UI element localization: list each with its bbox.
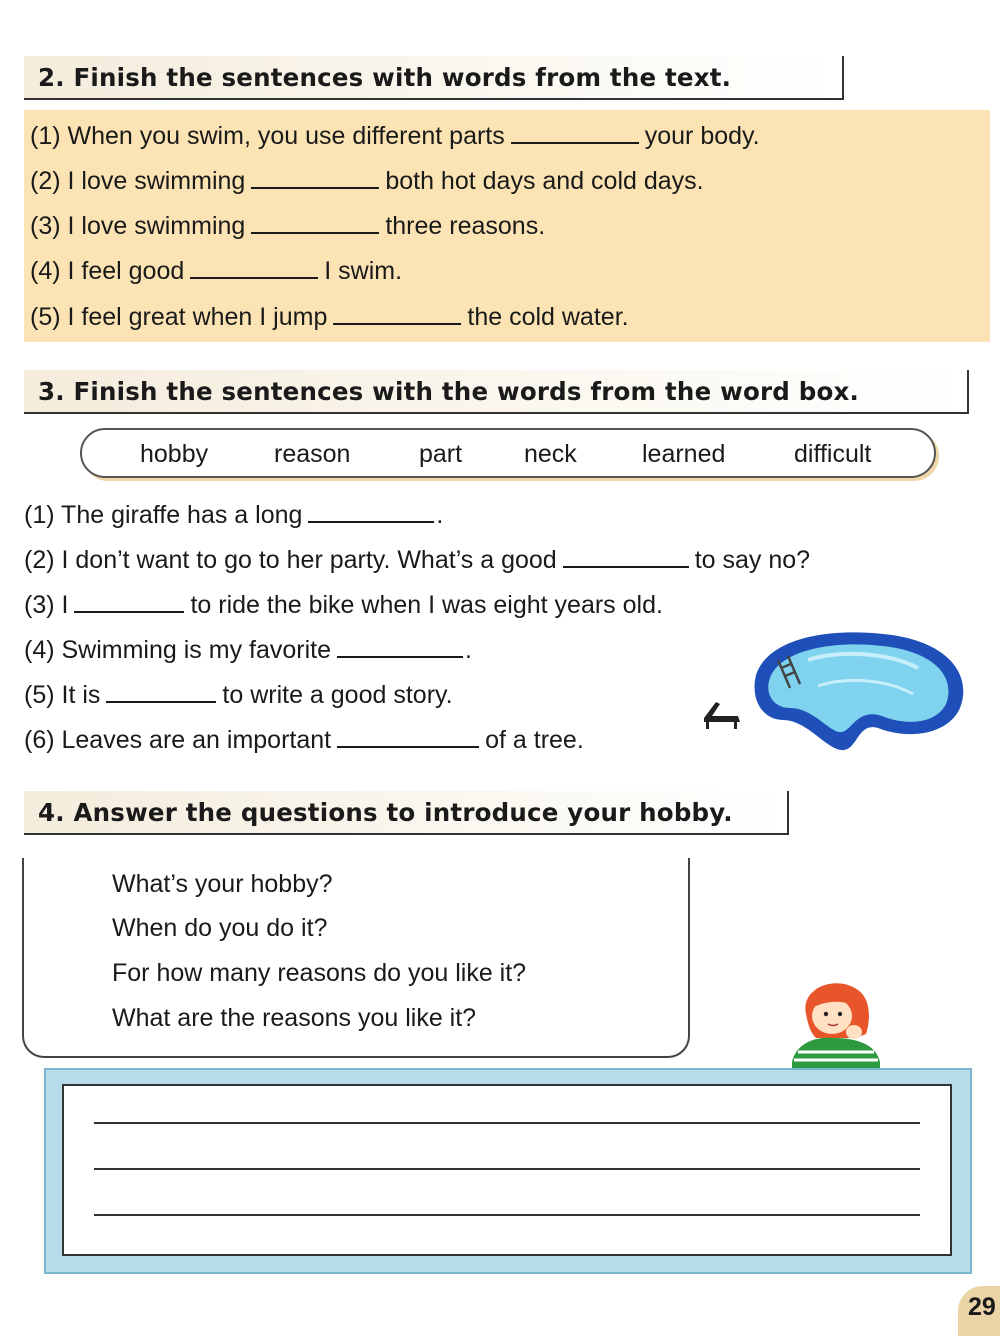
item-text: (4) Swimming is my favorite [24,636,331,664]
item-text: . [436,501,444,529]
item-text: (3) I [24,591,69,619]
girl-eye [824,1012,828,1016]
item-text: I swim. [324,257,403,285]
item-text: to ride the bike when I was eight years old. [190,591,663,619]
section-3-header [24,370,969,414]
section-3-item-1 [24,499,443,530]
page-number: 29 [968,1293,996,1321]
question-1: What’s your hobby? [112,870,333,898]
item-text: (1) When you swim, you use different parts [30,122,505,150]
answer-blank[interactable] [106,679,216,703]
answer-blank[interactable] [251,210,379,234]
answer-blank[interactable] [563,544,689,568]
item-text: (3) I love swimming [30,212,246,240]
word-box-word: hobby [140,440,209,468]
answer-blank[interactable] [308,499,434,523]
word-box [80,428,936,478]
word-box-word: neck [524,440,577,468]
section-3-item-6 [24,724,584,755]
section-2-item-1 [30,120,760,151]
section-2-item-3 [30,210,545,241]
item-text: . [465,636,472,664]
word-box-word: part [419,440,463,468]
girl-eye [838,1012,842,1016]
answer-blank[interactable] [333,301,461,325]
item-text: (5) It is [24,681,101,709]
section-2-header [24,56,844,100]
answer-line-1[interactable] [94,1122,920,1124]
answer-blank[interactable] [251,165,379,189]
item-text: to say no? [694,546,811,574]
section-3-item-3 [24,589,663,620]
girl-illustration [786,978,886,1070]
answer-blank[interactable] [337,724,479,748]
word-box-word: difficult [794,440,872,468]
section-4-title: 4. Answer the questions to introduce your hobby. [38,798,733,827]
answer-area[interactable] [62,1084,952,1256]
item-text: three reasons. [385,212,546,240]
item-text: (1) The giraffe has a long [24,501,303,529]
answer-blank[interactable] [190,255,318,279]
answer-line-3[interactable] [94,1214,920,1216]
word-box-word: learned [642,440,726,468]
answer-area-frame [44,1068,972,1274]
page-number-badge [958,1286,1000,1336]
section-3-item-5 [24,679,453,710]
word-box-word: reason [274,440,351,468]
item-text: to write a good story. [222,681,453,709]
item-text: (5) I feel great when I jump [30,303,328,331]
item-text: of a tree. [485,726,584,754]
swimming-pool-illustration [698,620,970,755]
item-text: (4) I feel good [30,257,185,285]
section-2-item-2 [30,165,704,196]
answer-blank[interactable] [337,634,463,658]
item-text: (2) I love swimming [30,167,246,195]
question-4: What are the reasons you like it? [112,1004,477,1032]
answer-blank[interactable] [511,120,639,144]
item-text: (6) Leaves are an important [24,726,332,754]
item-text: the cold water. [467,303,629,331]
section-3-item-2 [24,544,810,575]
question-3: For how many reasons do you like it? [112,959,527,987]
item-text: (2) I don’t want to go to her party. What’s a good [24,546,557,574]
answer-line-2[interactable] [94,1168,920,1170]
lounge-chair-icon [704,702,740,729]
section-3-item-4 [24,634,472,665]
answer-blank[interactable] [74,589,184,613]
question-2: When do you do it? [112,914,328,942]
section-2-item-5 [30,301,629,332]
section-2-item-4 [30,255,402,286]
girl-hand [846,1025,862,1039]
item-text: your body. [644,122,760,150]
item-text: both hot days and cold days. [385,167,704,195]
section-2-title: 2. Finish the sentences with words from the text. [38,63,732,92]
section-4-header [24,791,789,835]
section-3-title: 3. Finish the sentences with the words from the word box. [38,377,860,406]
